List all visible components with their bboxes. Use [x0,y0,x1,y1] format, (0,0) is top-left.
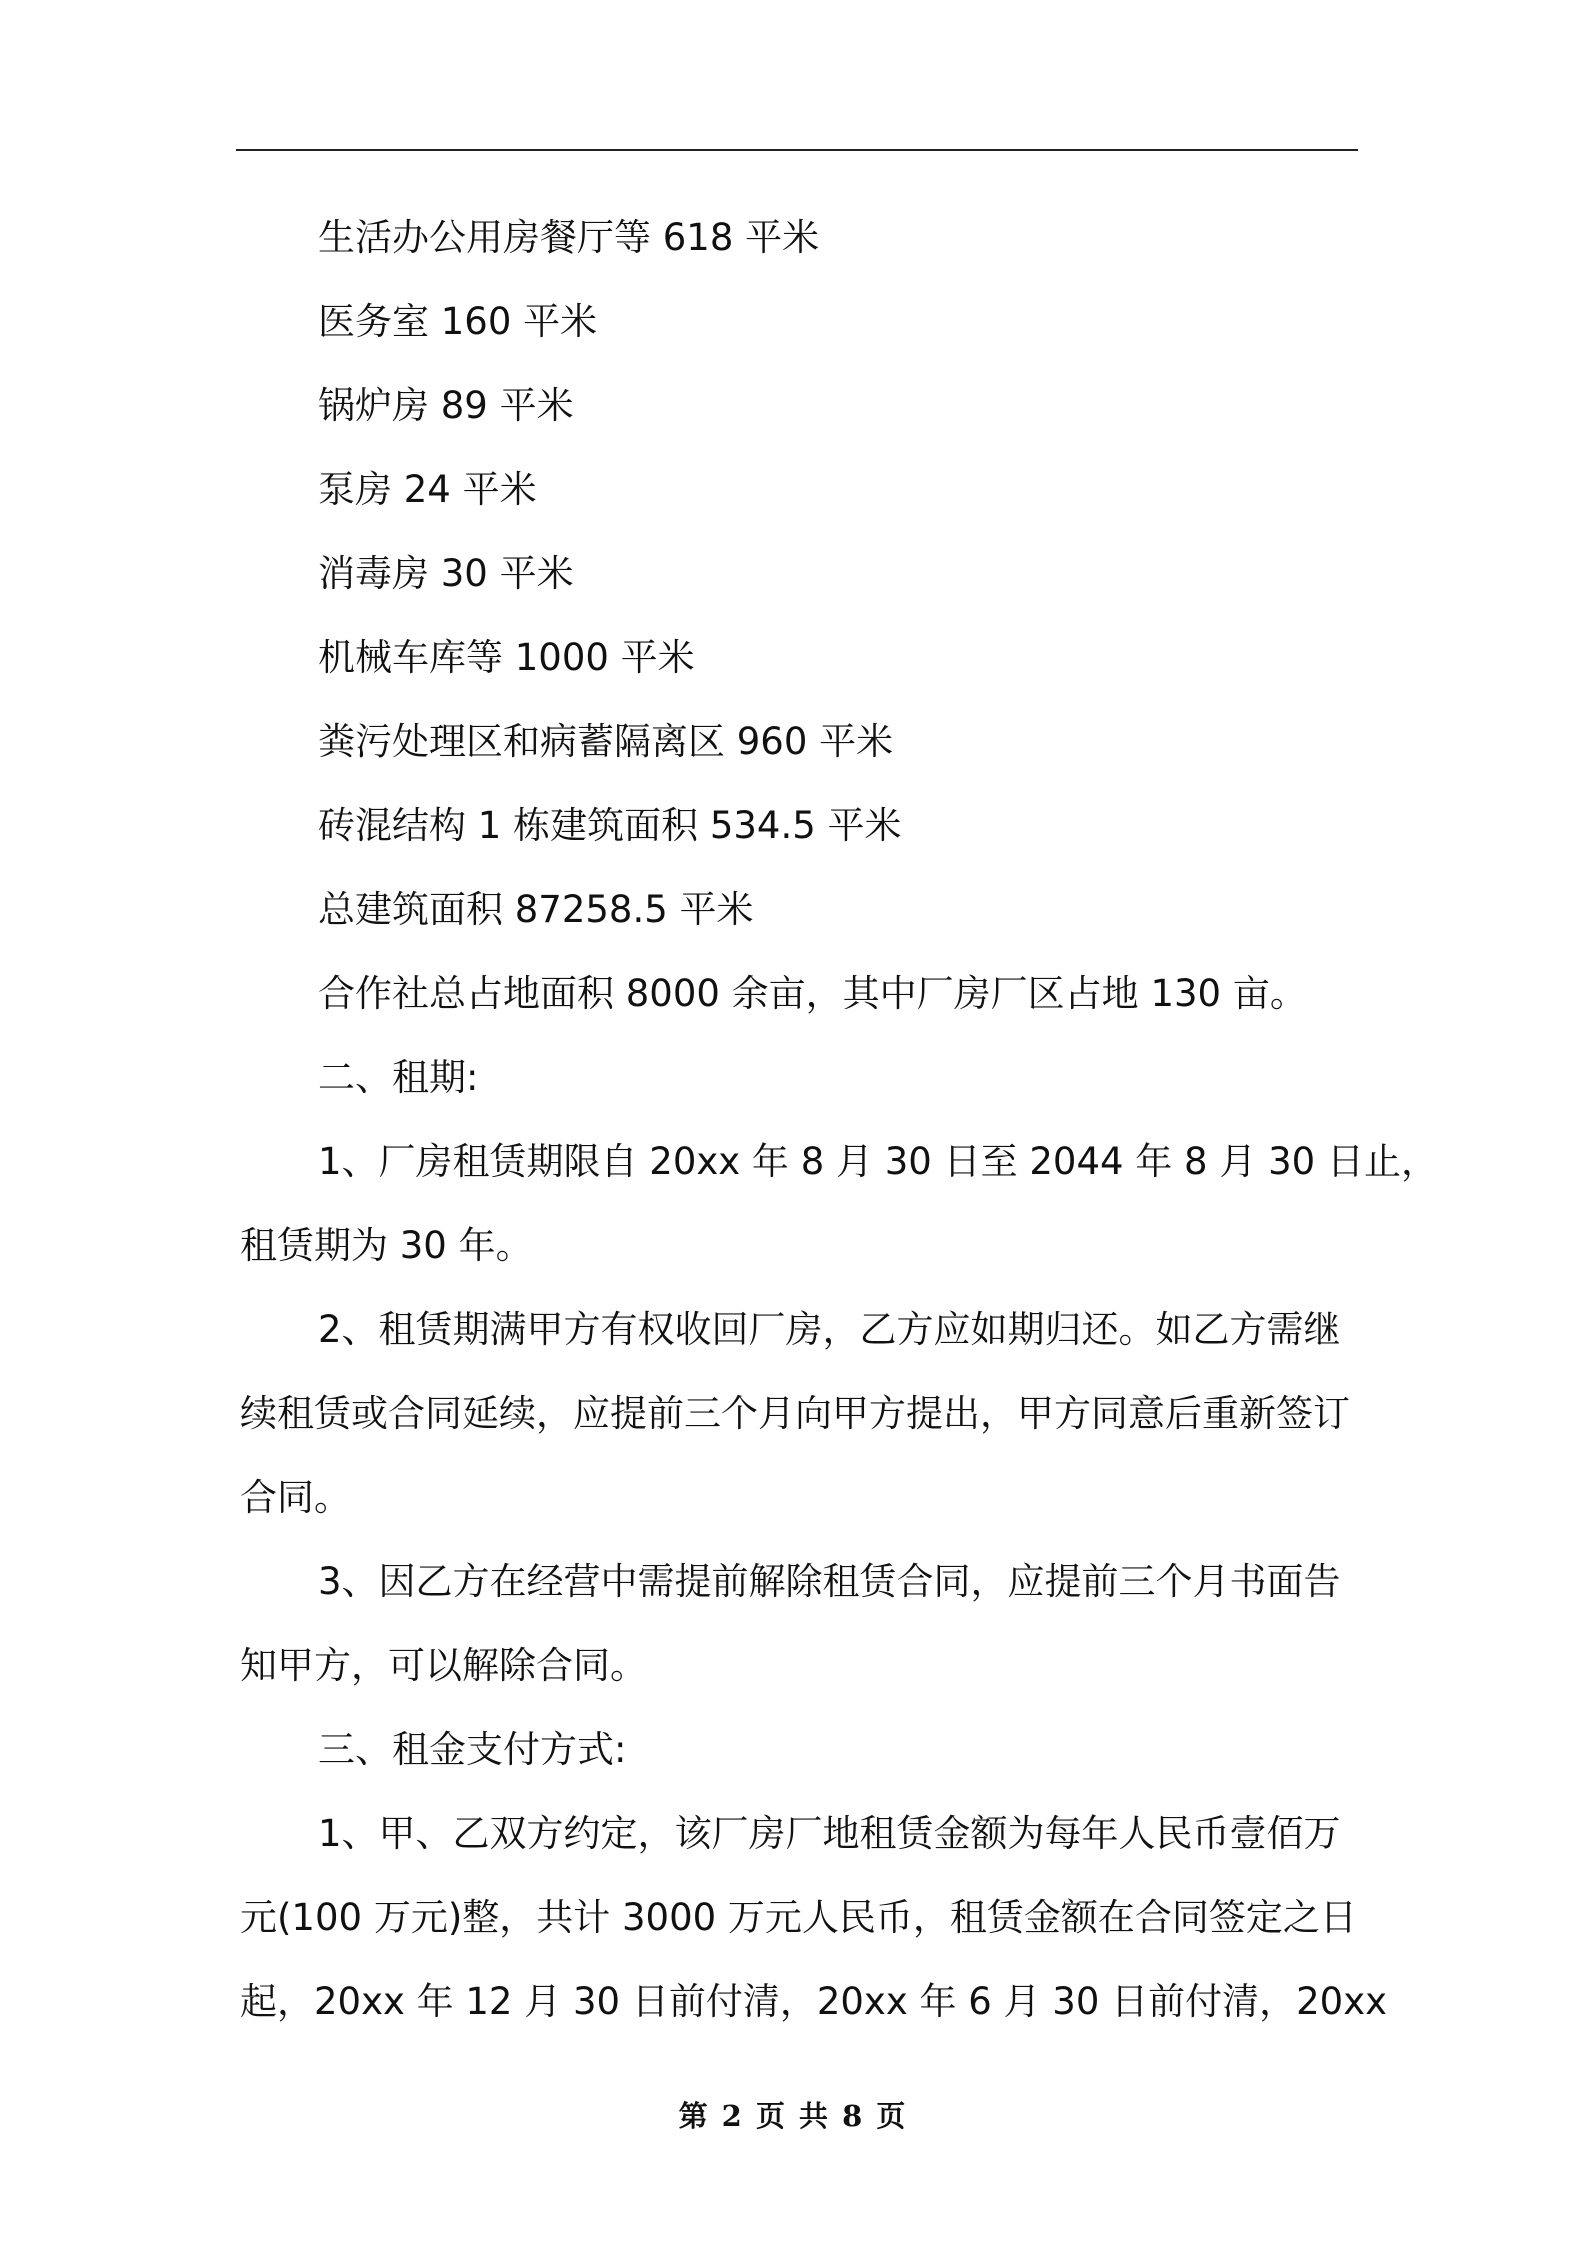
lease-term-clause-3 [240,1540,1358,1708]
clause-line: 1、甲、乙双方约定，该厂房厂地租赁金额为每年人民币壹佰万 [318,1812,1341,1855]
clause-line: 1、厂房租赁期限自 20xx 年 8 月 30 日至 2044 年 8 月 30 日止， [318,1140,1438,1183]
clause-line: 2、租赁期满甲方有权收回厂房，乙方应如期归还。如乙方需继 [318,1308,1341,1351]
clause-line: 起，20xx 年 12 月 30 日前付清，20xx 年 6 月 30 日前付清，20xx [240,1980,1388,2023]
clause-line: 知甲方，可以解除合同。 [240,1644,647,1687]
area-item: 锅炉房 89 平米 [318,384,574,427]
clause-line: 元(100 万元)整，共计 3000 万元人民币，租赁金额在合同签定之日 [240,1896,1357,1939]
area-item: 总建筑面积 87258.5 平米 [318,888,754,931]
clause-line: 合同。 [240,1476,351,1519]
area-item: 机械车库等 1000 平米 [318,636,695,679]
document-body [240,196,1438,2044]
area-item: 医务室 160 平米 [318,300,598,343]
area-summary: 合作社总占地面积 8000 余亩，其中厂房厂区占地 130 亩。 [318,972,1307,1015]
header-rule [236,149,1358,151]
area-item: 粪污处理区和病蓄隔离区 960 平米 [318,720,894,763]
area-item: 砖混结构 1 栋建筑面积 534.5 平米 [318,804,902,847]
lease-term-clause-1 [240,1120,1438,1288]
area-item: 消毒房 30 平米 [318,552,574,595]
section-heading-rent-payment: 三、租金支付方式: [318,1728,627,1771]
clause-line: 租赁期为 30 年。 [240,1224,533,1267]
rent-payment-clause-1 [240,1792,1388,2044]
lease-term-clause-2 [240,1288,1358,1540]
section-heading-lease-term: 二、租期: [318,1056,479,1099]
area-item: 泵房 24 平米 [318,468,537,511]
clause-line: 3、因乙方在经营中需提前解除租赁合同，应提前三个月书面告 [318,1560,1341,1603]
area-item: 生活办公用房餐厅等 618 平米 [318,216,820,259]
page-number-footer: 第 2 页 共 8 页 [678,2099,908,2133]
clause-line: 续租赁或合同延续，应提前三个月向甲方提出，甲方同意后重新签订 [240,1392,1350,1435]
